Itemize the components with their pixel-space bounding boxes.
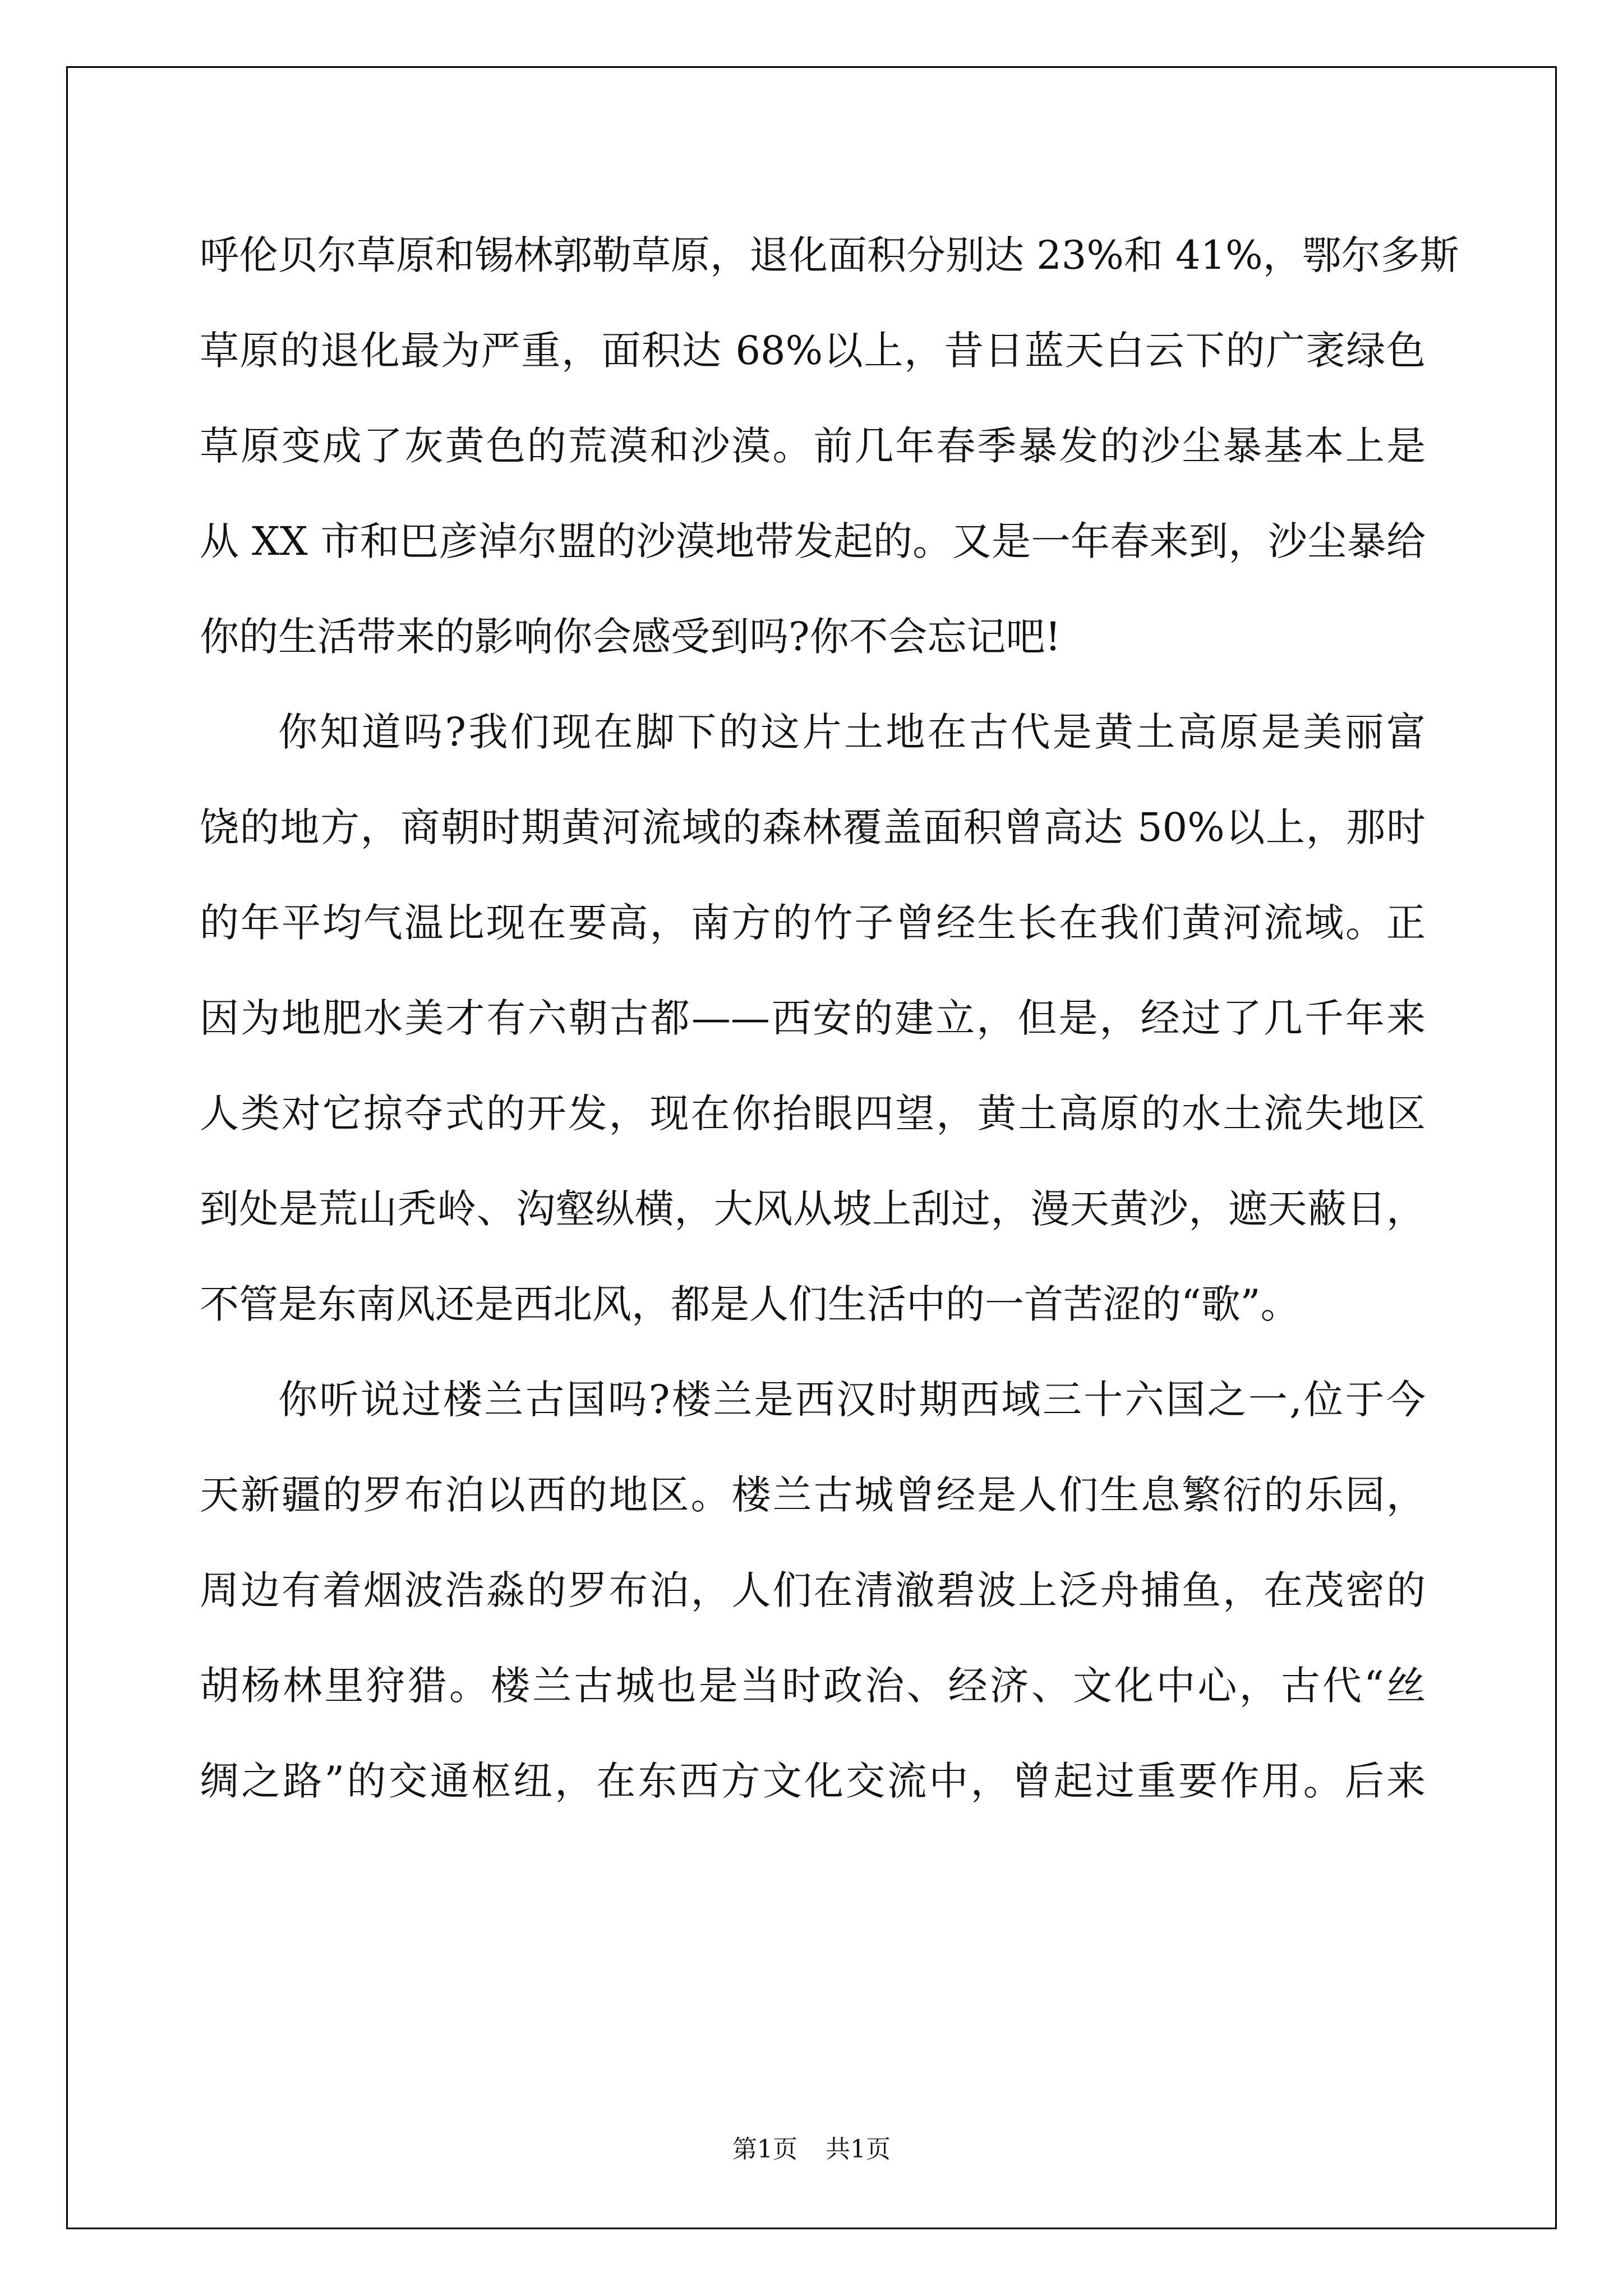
text-line: 从 XX 市和巴彦淖尔盟的沙漠地带发起的。又是一年春来到，沙尘暴给: [200, 518, 1426, 564]
text-line: 绸之路”的交通枢纽，在东西方文化交流中，曾起过重要作用。后来: [200, 1758, 1426, 1804]
page-number: 第1页: [732, 2135, 797, 2164]
text-line: 的年平均气温比现在要高，南方的竹子曾经生长在我们黄河流域。正: [200, 900, 1426, 946]
text-line: 胡杨林里狩猎。楼兰古城也是当时政治、经济、文化中心，古代“丝: [200, 1663, 1426, 1709]
text-line: 因为地肥水美才有六朝古都——西安的建立，但是，经过了几千年来: [200, 995, 1426, 1041]
text-line: 饶的地方，商朝时期黄河流域的森林覆盖面积曾高达 50%以上，那时: [200, 804, 1426, 850]
text-line: 你知道吗?我们现在脚下的这片土地在古代是黄土高原是美丽富: [278, 709, 1426, 755]
text-line: 你的生活带来的影响你会感受到吗?你不会忘记吧!: [200, 614, 1061, 660]
text-line: 人类对它掠夺式的开发，现在你抬眼四望，黄土高原的水土流失地区: [200, 1091, 1426, 1137]
text-line: 不管是东南风还是西北风，都是人们生活中的一首苦涩的“歌”。: [200, 1281, 1300, 1327]
document-body: [200, 208, 1459, 1829]
page-footer: [0, 2129, 1623, 2165]
text-line: 草原的退化最为严重，面积达 68%以上，昔日蓝天白云下的广袤绿色: [200, 328, 1426, 374]
text-line: 天新疆的罗布泊以西的地区。楼兰古城曾经是人们生息繁衍的乐园，: [200, 1472, 1426, 1518]
text-line: 你听说过楼兰古国吗?楼兰是西汉时期西域三十六国之一,位于今: [278, 1377, 1426, 1423]
text-line: 呼伦贝尔草原和锡林郭勒草原，退化面积分别达 23%和 41%，鄂尔多斯: [200, 232, 1459, 278]
page-total: 共1页: [826, 2135, 891, 2164]
text-line: 周边有着烟波浩淼的罗布泊，人们在清澈碧波上泛舟捕鱼，在茂密的: [200, 1567, 1426, 1613]
text-line: 草原变成了灰黄色的荒漠和沙漠。前几年春季暴发的沙尘暴基本上是: [200, 423, 1426, 469]
text-line: 到处是荒山秃岭、沟壑纵横，大风从坡上刮过，漫天黄沙，遮天蔽日，: [200, 1186, 1426, 1232]
